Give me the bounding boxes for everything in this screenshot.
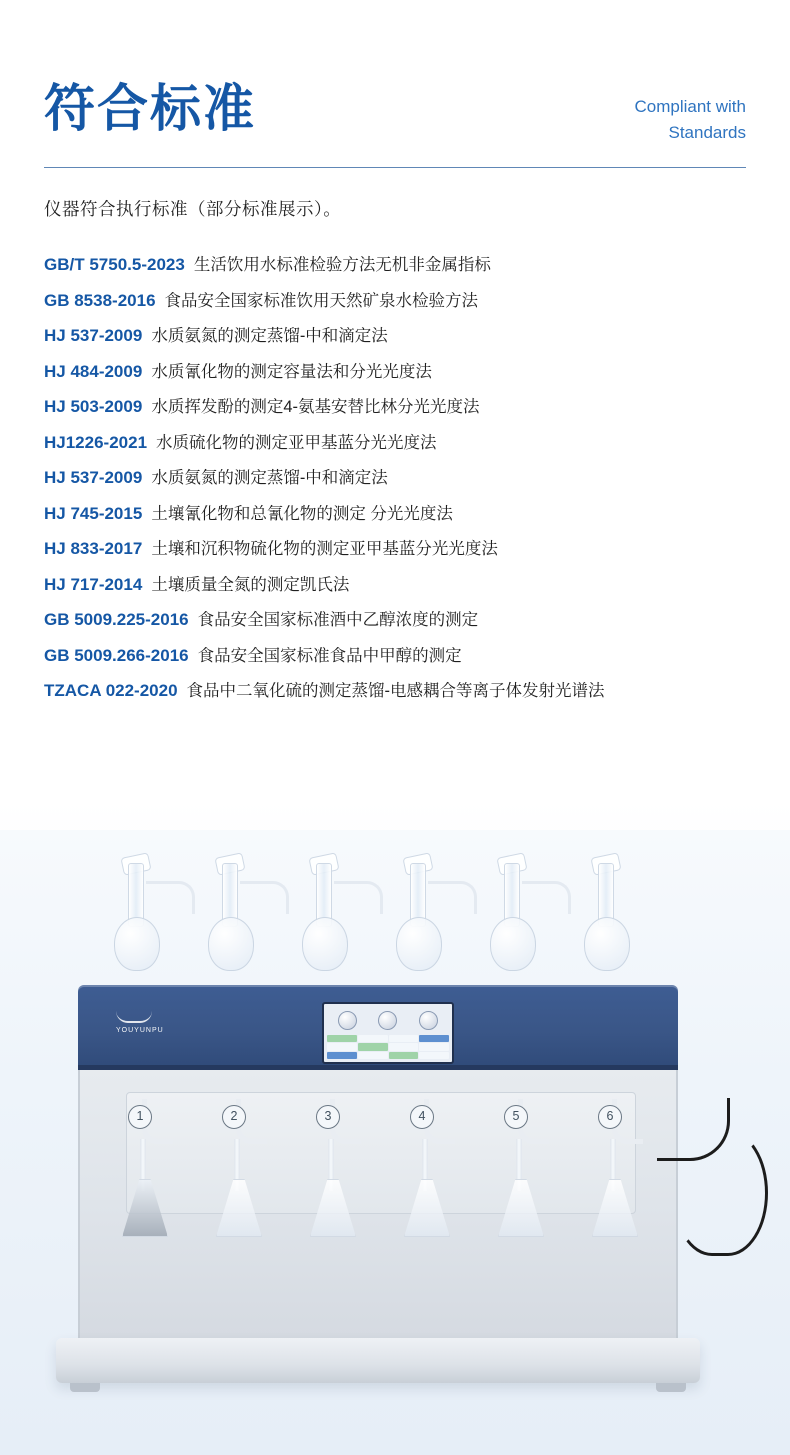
page-title-english-line2: Standards [668, 122, 746, 142]
distillation-flask [208, 917, 254, 971]
distillation-flask [584, 917, 630, 971]
station-number: 1 [128, 1105, 152, 1129]
page-header [0, 0, 790, 145]
standard-name: 土壤质量全氮的测定凯氏法 [151, 575, 350, 594]
standard-code: GB/T 5750.5-2023 [44, 255, 185, 274]
page-title: 符合标准 [44, 80, 257, 137]
list-item [44, 642, 746, 666]
power-cord-coil [672, 1130, 768, 1256]
station-number: 3 [316, 1105, 340, 1129]
standards-list [44, 251, 746, 701]
connection-tube [240, 881, 289, 914]
glassware-column [106, 855, 166, 985]
standard-code: HJ 717-2014 [44, 574, 143, 594]
station-number: 5 [504, 1105, 528, 1129]
station-4 [400, 1105, 458, 1255]
intro-text: 仪器符合执行标准（部分标准展示）。 [44, 199, 342, 219]
station-2 [212, 1105, 270, 1255]
station-1 [118, 1105, 176, 1255]
distillation-flask [302, 917, 348, 971]
distillation-flask [114, 917, 160, 971]
list-item [44, 429, 746, 453]
panel-cell [358, 1043, 388, 1050]
control-panel[interactable] [322, 1002, 454, 1064]
station-5 [494, 1105, 552, 1255]
product-photo [0, 830, 790, 1455]
standard-code: TZACA 022-2020 [44, 681, 178, 700]
list-item [44, 500, 746, 524]
list-item [44, 677, 746, 701]
standard-name: 食品安全国家标准食品中甲醇的测定 [197, 646, 462, 665]
standard-code: HJ 537-2009 [44, 326, 143, 345]
list-item [44, 535, 746, 559]
standard-code: HJ 833-2017 [44, 539, 143, 558]
list-item [44, 358, 746, 382]
glassware-column [294, 855, 354, 985]
apparatus-top-housing [78, 985, 678, 1070]
standard-name: 水质挥发酚的测定4-氨基安替比林分光光度法 [151, 398, 480, 416]
standard-name: 水质氨氮的测定蒸馏-中和滴定法 [151, 327, 388, 345]
station-number: 4 [410, 1105, 434, 1129]
standard-code: GB 5009.266-2016 [44, 645, 189, 665]
connection-tube [522, 881, 571, 914]
list-item [44, 571, 746, 595]
receiving-flask [310, 1179, 356, 1237]
standard-code: GB 5009.225-2016 [44, 610, 189, 629]
standard-code: HJ 745-2015 [44, 503, 143, 523]
panel-cell [419, 1035, 449, 1042]
standard-name: 食品中二氧化硫的测定蒸馏-电感耦合等离子体发射光谱法 [186, 682, 605, 700]
glassware-column [388, 855, 448, 985]
receiving-flask [122, 1179, 168, 1237]
receiving-flask [592, 1179, 638, 1237]
page-title-english [635, 80, 747, 145]
standard-name: 水质氨氮的测定蒸馏-中和滴定法 [151, 469, 388, 487]
station-number: 6 [598, 1105, 622, 1129]
base-foot-right [656, 1383, 686, 1392]
glassware-column [482, 855, 542, 985]
apparatus-base-tray [56, 1338, 700, 1383]
list-item [44, 606, 746, 630]
standard-code: HJ 484-2009 [44, 361, 143, 381]
panel-cell [327, 1052, 357, 1059]
receiving-flask [498, 1179, 544, 1237]
receiving-flask [404, 1179, 450, 1237]
distillation-flask [396, 917, 442, 971]
panel-cell [327, 1035, 357, 1042]
standard-code: HJ1226-2021 [44, 432, 148, 452]
control-knob-3[interactable] [419, 1011, 438, 1030]
distillation-apparatus [78, 985, 678, 1405]
panel-cell [358, 1052, 388, 1059]
list-item [44, 393, 746, 417]
standard-code: GB 8538-2016 [44, 290, 156, 310]
glassware-column [200, 855, 260, 985]
standard-name: 水质硫化物的测定亚甲基蓝分光光度法 [156, 433, 437, 452]
list-item [44, 322, 746, 346]
standard-name: 食品安全国家标准酒中乙醇浓度的测定 [197, 611, 479, 629]
panel-cell [389, 1035, 419, 1042]
list-item [44, 464, 746, 488]
glassware-column [576, 855, 636, 985]
standard-name: 土壤氰化物和总氰化物的测定 分光光度法 [151, 504, 453, 523]
station-3 [306, 1105, 364, 1255]
panel-cell [419, 1043, 449, 1050]
standard-name: 食品安全国家标准饮用天然矿泉水检验方法 [164, 291, 479, 310]
panel-cell [419, 1052, 449, 1059]
standard-name: 土壤和沉积物硫化物的测定亚甲基蓝分光光度法 [151, 540, 498, 558]
apparatus-front-panel [126, 1092, 636, 1214]
panel-cell [389, 1052, 419, 1059]
control-knob-1[interactable] [338, 1011, 357, 1030]
base-foot-left [70, 1383, 100, 1392]
station-6 [588, 1105, 646, 1255]
brand-logo [116, 1011, 164, 1035]
knob-row[interactable] [327, 1007, 449, 1033]
connection-tube [334, 881, 383, 914]
wave-icon [116, 1011, 152, 1023]
brand-name: YOUYUNPU [116, 1027, 164, 1034]
control-knob-2[interactable] [378, 1011, 397, 1030]
list-item [44, 287, 746, 311]
page-title-english-line1: Compliant with [634, 97, 746, 116]
distillation-flask [490, 917, 536, 971]
standard-code: HJ 503-2009 [44, 397, 143, 416]
panel-cell [358, 1035, 388, 1042]
panel-display-grid[interactable] [327, 1035, 449, 1059]
standard-code: HJ 537-2009 [44, 468, 143, 487]
standard-name: 水质氰化物的测定容量法和分光光度法 [151, 362, 432, 381]
standard-name: 生活饮用水标准检验方法无机非金属指标 [193, 256, 491, 274]
connection-tube [428, 881, 477, 914]
connection-tube [146, 881, 195, 914]
receiving-flask [216, 1179, 262, 1237]
panel-cell [389, 1043, 419, 1050]
header-divider [44, 167, 746, 168]
list-item [44, 251, 746, 275]
station-number: 2 [222, 1105, 246, 1129]
panel-cell [327, 1043, 357, 1050]
